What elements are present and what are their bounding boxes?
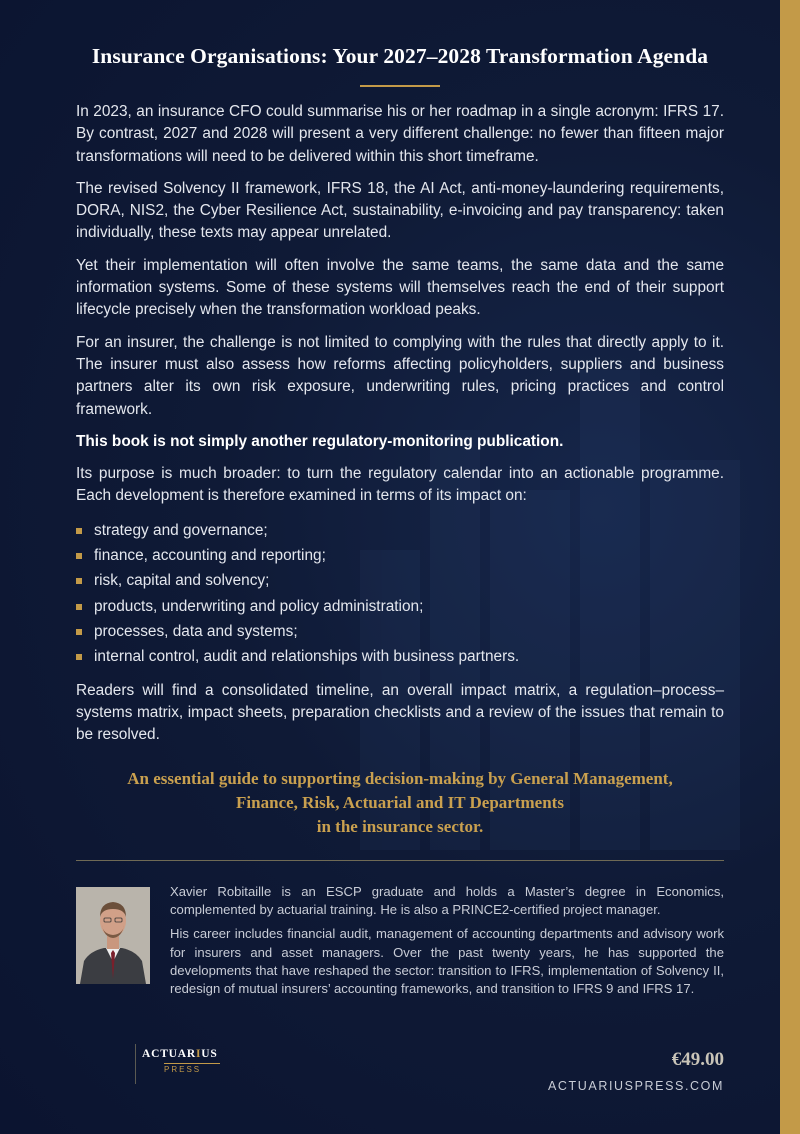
list-item-text: processes, data and systems;	[94, 622, 298, 640]
square-bullet-icon	[76, 629, 82, 635]
square-bullet-icon	[76, 553, 82, 559]
author-portrait	[76, 887, 150, 984]
square-bullet-icon	[76, 604, 82, 610]
author-photo-illustration	[76, 887, 150, 984]
square-bullet-icon	[76, 654, 82, 660]
paragraph: Yet their implementation will often involve the same teams, the same data and the same information systems. Some of these systems will themselves reach the end of their support lifecycle precisely when the transformation workload peaks.	[76, 256, 724, 319]
paragraph: The revised Solvency II framework, IFRS 18, the AI Act, anti-money-laundering requirements, DORA, NIS2, the Cyber Resilience Act, sustainability, e-invoicing and pay transparency: taken individually, these texts may appear unrelated.	[76, 179, 724, 242]
paragraph: For an insurer, the challenge is not limited to complying with the rules that directly apply to it. The insurer must also assess how reforms affecting policyholders, suppliers and business partners alter its own risk exposure, underwriting rules, pricing practices and control framework.	[76, 333, 724, 418]
publisher-name	[142, 1048, 218, 1060]
paragraph: Readers will find a consolidated timeline, an overall impact matrix, a regulation–process–systems matrix, impact sheets, preparation checklists and a review of the issues that remain to be resolved.	[76, 681, 724, 744]
list-item	[76, 543, 724, 568]
list-item-text: risk, capital and solvency;	[94, 572, 270, 590]
tagline	[76, 767, 724, 839]
emphasis-statement: This book is not simply another regulatory-monitoring publication.	[76, 432, 564, 450]
list-item-text: strategy and governance;	[94, 521, 268, 539]
book-title: Insurance Organisations: Your 2027–2028 Transformation Agenda	[91, 44, 709, 68]
bio-paragraph: Xavier Robitaille is an ESCP graduate and holds a Master’s degree in Economics, complemented by actuarial training. He is also a PRINCE2-certified project manager.	[170, 884, 724, 918]
section-divider	[76, 860, 724, 861]
price: €49.00	[671, 1049, 724, 1070]
author-bio	[170, 883, 724, 1004]
publisher-logo	[135, 1044, 226, 1084]
list-item-text: products, underwriting and policy administration;	[94, 597, 424, 615]
list-item-text: finance, accounting and reporting;	[94, 547, 326, 565]
square-bullet-icon	[76, 528, 82, 534]
publisher-sub: PRESS	[164, 1065, 202, 1074]
publisher-name-part: US	[201, 1048, 218, 1060]
logo-rule	[164, 1063, 220, 1064]
impact-list	[76, 518, 724, 670]
publisher-name-highlight: I	[196, 1048, 202, 1060]
list-item-text: internal control, audit and relationships with business partners.	[94, 648, 520, 666]
list-item	[76, 594, 724, 619]
title-underline	[360, 85, 440, 87]
list-item	[76, 619, 724, 644]
list-item	[76, 568, 724, 593]
list-item	[76, 518, 724, 543]
paragraph: Its purpose is much broader: to turn the regulatory calendar into an actionable programme. Each development is therefore examined in terms of its impact on:	[76, 465, 724, 505]
publisher-name-part: ACTUAR	[142, 1048, 196, 1060]
tagline-line: in the insurance sector.	[316, 817, 484, 836]
description-body	[76, 101, 724, 756]
paragraph: In 2023, an insurance CFO could summarise his or her roadmap in a single acronym: IFRS 17. By contrast, 2027 and 2028 will present a very different challenge: no fewer than fifteen major transformations will need to be delivered within this short timeframe.	[76, 103, 724, 165]
tagline-line: Finance, Risk, Actuarial and IT Departments	[236, 793, 564, 812]
list-item	[76, 644, 724, 669]
bio-paragraph: His career includes financial audit, management of accounting departments and advisory work for insurers and asset managers. Over the past twenty years, he has supported the developments that have reshaped the sector: transition to IFRS, implementation of Solvency II, redesign of mutual insurers’ accounting frameworks, and transition to IFRS 9 and IFRS 17.	[170, 926, 724, 997]
square-bullet-icon	[76, 578, 82, 584]
tagline-line: An essential guide to supporting decision-making by General Management,	[127, 769, 673, 788]
publisher-website: ACTUARIUSPRESS.COM	[547, 1079, 724, 1093]
gold-spine-strip	[780, 0, 800, 1134]
